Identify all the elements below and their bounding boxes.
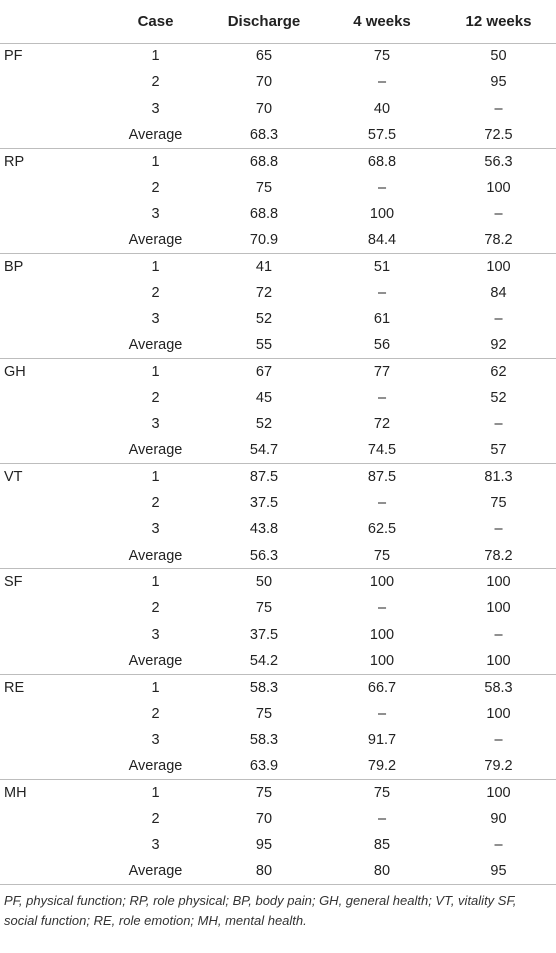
cell-case: 1 [151, 48, 160, 65]
table-row [0, 253, 556, 279]
table-row [0, 648, 556, 674]
cell-4-weeks: 77 [323, 359, 441, 385]
table-row [0, 122, 556, 148]
cell-12-weeks: 100 [486, 600, 511, 617]
domain-label [0, 622, 106, 648]
cell-4-weeks: – [377, 74, 387, 91]
table-row [0, 148, 556, 174]
cell-discharge: 56.3 [249, 547, 279, 564]
table-row [0, 753, 556, 779]
cell-case: 1 [106, 359, 205, 385]
cell-discharge: 68.8 [205, 148, 323, 174]
cell-discharge: 80 [205, 858, 323, 884]
cell-4-weeks: 68.8 [323, 148, 441, 174]
cell-12-weeks: – [494, 100, 503, 117]
cell-4-weeks: 40 [373, 100, 391, 117]
cell-case: 3 [151, 626, 160, 643]
cell-4-weeks: – [377, 179, 387, 196]
cell-12-weeks: 58.3 [441, 674, 556, 700]
cell-case: 2 [151, 705, 160, 722]
domain-label: PF [4, 48, 23, 65]
table-row [0, 411, 556, 437]
cell-4-weeks: – [377, 600, 387, 617]
table-row [0, 727, 556, 753]
cell-discharge: 70 [255, 810, 273, 827]
cell-12-weeks: 100 [441, 569, 556, 595]
cell-4-weeks: 85 [373, 837, 391, 854]
cell-discharge: 75 [205, 779, 323, 805]
cell-12-weeks: 72.5 [484, 126, 513, 143]
cell-12-weeks: 75 [490, 495, 507, 512]
cell-case: 3 [151, 731, 160, 748]
cell-case: 1 [106, 569, 205, 595]
cell-4-weeks: – [377, 390, 387, 406]
cell-12-weeks: – [494, 311, 503, 328]
cell-discharge: 70 [255, 74, 273, 91]
cell-case: 1 [106, 253, 205, 279]
domain-label: RP [0, 148, 106, 174]
domain-label [0, 516, 106, 542]
domain-label [0, 122, 106, 148]
domain-label [0, 332, 106, 358]
cell-12-weeks: 90 [490, 810, 507, 827]
cell-case: 2 [151, 495, 160, 512]
table-row [0, 385, 556, 411]
cell-discharge: 63.9 [249, 757, 279, 774]
cell-12-weeks: 78.2 [484, 231, 513, 248]
cell-4-weeks: 74.5 [367, 442, 397, 459]
header-12-weeks: 12 weeks [441, 0, 556, 43]
cell-case: Average [128, 442, 183, 459]
cell-case: 3 [151, 205, 160, 222]
table-row [0, 595, 556, 621]
header-row [0, 0, 556, 43]
cell-12-weeks: 95 [490, 74, 507, 91]
cell-12-weeks: – [494, 837, 503, 854]
table-row [0, 569, 556, 595]
cell-12-weeks: 100 [486, 705, 511, 722]
domain-label [0, 490, 106, 516]
cell-4-weeks: 75 [373, 547, 391, 564]
cell-case: 2 [151, 74, 160, 91]
cell-case: 3 [151, 311, 160, 328]
domain-label [0, 411, 106, 437]
domain-label [0, 700, 106, 726]
cell-discharge: 58.3 [249, 731, 279, 748]
table-row [0, 543, 556, 569]
cell-4-weeks: 87.5 [323, 464, 441, 490]
cell-discharge: 75 [255, 705, 273, 722]
domain-label [0, 832, 106, 858]
cell-12-weeks: 95 [441, 858, 556, 884]
domain-label [0, 385, 106, 411]
table-row [0, 464, 556, 490]
cell-4-weeks: – [377, 495, 387, 512]
domain-label [0, 595, 106, 621]
domain-label [0, 437, 106, 463]
cell-discharge: 54.7 [249, 442, 279, 459]
cell-12-weeks: 56.3 [441, 148, 556, 174]
domain-label [0, 280, 106, 306]
cell-case: 3 [151, 521, 160, 538]
cell-4-weeks: – [377, 810, 387, 827]
cell-case: 2 [151, 179, 160, 196]
table-header [0, 0, 556, 43]
domain-label [0, 543, 106, 569]
domain-label: GH [0, 359, 106, 385]
cell-case: 3 [151, 100, 160, 117]
cell-case: 2 [151, 600, 160, 617]
cell-12-weeks: 92 [490, 337, 507, 354]
table-row [0, 832, 556, 858]
cell-12-weeks: 50 [490, 48, 507, 65]
cell-12-weeks: 100 [441, 253, 556, 279]
cell-4-weeks: 62.5 [367, 521, 397, 538]
table-row [0, 779, 556, 805]
cell-4-weeks: 100 [369, 626, 395, 643]
domain-label [0, 753, 106, 779]
domain-label [0, 858, 106, 884]
cell-12-weeks: 78.2 [484, 547, 513, 564]
cell-case: 1 [106, 148, 205, 174]
table-row [0, 359, 556, 385]
domain-label [0, 648, 106, 674]
table-row [0, 201, 556, 227]
cell-discharge: 68.3 [249, 126, 279, 143]
cell-4-weeks: 100 [369, 205, 395, 222]
cell-case: 3 [151, 837, 160, 854]
cell-discharge: 45 [255, 390, 273, 406]
domain-label [0, 201, 106, 227]
cell-discharge: 68.8 [249, 205, 279, 222]
table-row [0, 69, 556, 95]
cell-4-weeks: 72 [373, 416, 391, 433]
domain-label [0, 96, 106, 122]
cell-4-weeks: 66.7 [323, 674, 441, 700]
domain-label: RE [0, 674, 106, 700]
cell-4-weeks: 100 [323, 569, 441, 595]
cell-discharge: 95 [255, 837, 273, 854]
cell-case: 1 [106, 779, 205, 805]
cell-case: Average [106, 858, 205, 884]
cell-4-weeks: 75 [373, 48, 391, 65]
domain-label: BP [0, 253, 106, 279]
cell-12-weeks: 81.3 [441, 464, 556, 490]
cell-case: 2 [151, 810, 160, 827]
domain-label [0, 806, 106, 832]
table-row [0, 306, 556, 332]
cell-12-weeks: – [494, 521, 503, 538]
cell-4-weeks: 79.2 [367, 757, 397, 774]
domain-label [0, 174, 106, 200]
table-row [0, 437, 556, 463]
cell-4-weeks: 75 [323, 779, 441, 805]
cell-4-weeks: 100 [369, 652, 395, 669]
header-domain [0, 0, 106, 43]
domain-label: VT [0, 464, 106, 490]
cell-discharge: 37.5 [249, 626, 279, 643]
cell-discharge: 37.5 [249, 495, 279, 512]
cell-discharge: 65 [255, 48, 273, 65]
cell-4-weeks: 51 [323, 253, 441, 279]
table-row [0, 700, 556, 726]
cell-4-weeks: – [377, 284, 387, 301]
cell-discharge: 52 [255, 416, 273, 433]
table-row [0, 622, 556, 648]
header-case: Case [106, 0, 205, 43]
cell-12-weeks: – [494, 731, 503, 748]
cell-12-weeks: 100 [486, 652, 511, 669]
cell-12-weeks: 57 [490, 442, 507, 459]
domain-label: SF [0, 569, 106, 595]
table-row [0, 280, 556, 306]
domain-label [0, 69, 106, 95]
cell-case: 1 [106, 464, 205, 490]
table-row [0, 516, 556, 542]
header-4-weeks: 4 weeks [323, 0, 441, 43]
table-row [0, 858, 556, 884]
cell-4-weeks: – [377, 705, 387, 722]
domain-label: MH [0, 779, 106, 805]
table-row [0, 227, 556, 253]
cell-12-weeks: 62 [441, 359, 556, 385]
cell-case: Average [128, 231, 183, 248]
domain-label [0, 227, 106, 253]
cell-12-weeks: – [494, 416, 503, 433]
cell-12-weeks: 84 [490, 284, 507, 301]
cell-discharge: 72 [255, 284, 273, 301]
table-row [0, 43, 556, 69]
cell-discharge: 54.2 [249, 652, 279, 669]
cell-12-weeks: 79.2 [484, 757, 513, 774]
table-row [0, 332, 556, 358]
table-footnote: PF, physical function; RP, role physical; BP, body pain; GH, general health; VT, vitality SF, social function; RE, role emotion; MH, mental health. [4, 893, 517, 928]
cell-4-weeks: 57.5 [367, 126, 397, 143]
cell-4-weeks: 56 [373, 337, 391, 354]
cell-discharge: 58.3 [205, 674, 323, 700]
cell-4-weeks: 91.7 [367, 731, 397, 748]
cell-discharge: 75 [255, 179, 273, 196]
cell-case: Average [128, 337, 183, 354]
cell-case: Average [128, 757, 183, 774]
cell-4-weeks: 61 [373, 311, 391, 328]
domain-label [0, 727, 106, 753]
cell-case: 2 [151, 390, 160, 406]
table-row [0, 96, 556, 122]
table-row [0, 490, 556, 516]
cell-discharge: 50 [205, 569, 323, 595]
cell-discharge: 75 [255, 600, 273, 617]
cell-discharge: 52 [255, 311, 273, 328]
cell-discharge: 43.8 [249, 521, 279, 538]
cell-discharge: 55 [255, 337, 273, 354]
cell-12-weeks: 100 [441, 779, 556, 805]
header-discharge: Discharge [205, 0, 323, 43]
cell-discharge: 67 [205, 359, 323, 385]
cell-discharge: 70.9 [249, 231, 279, 248]
cell-discharge: 70 [255, 100, 273, 117]
cell-case: 3 [151, 416, 160, 433]
domain-label [0, 306, 106, 332]
cell-12-weeks: 100 [486, 179, 511, 196]
table-row [0, 806, 556, 832]
table-body [0, 43, 556, 885]
cell-discharge: 41 [205, 253, 323, 279]
table-row [0, 674, 556, 700]
cell-4-weeks: 80 [323, 858, 441, 884]
cell-12-weeks: – [494, 205, 503, 222]
table-row [0, 174, 556, 200]
cell-case: Average [128, 126, 183, 143]
cell-case: 2 [151, 284, 160, 301]
cell-case: Average [128, 652, 183, 669]
cell-discharge: 87.5 [205, 464, 323, 490]
cell-case: Average [128, 547, 183, 564]
cell-12-weeks: 52 [490, 390, 507, 406]
cell-case: 1 [106, 674, 205, 700]
cell-4-weeks: 84.4 [367, 231, 397, 248]
cell-12-weeks: – [494, 626, 503, 643]
